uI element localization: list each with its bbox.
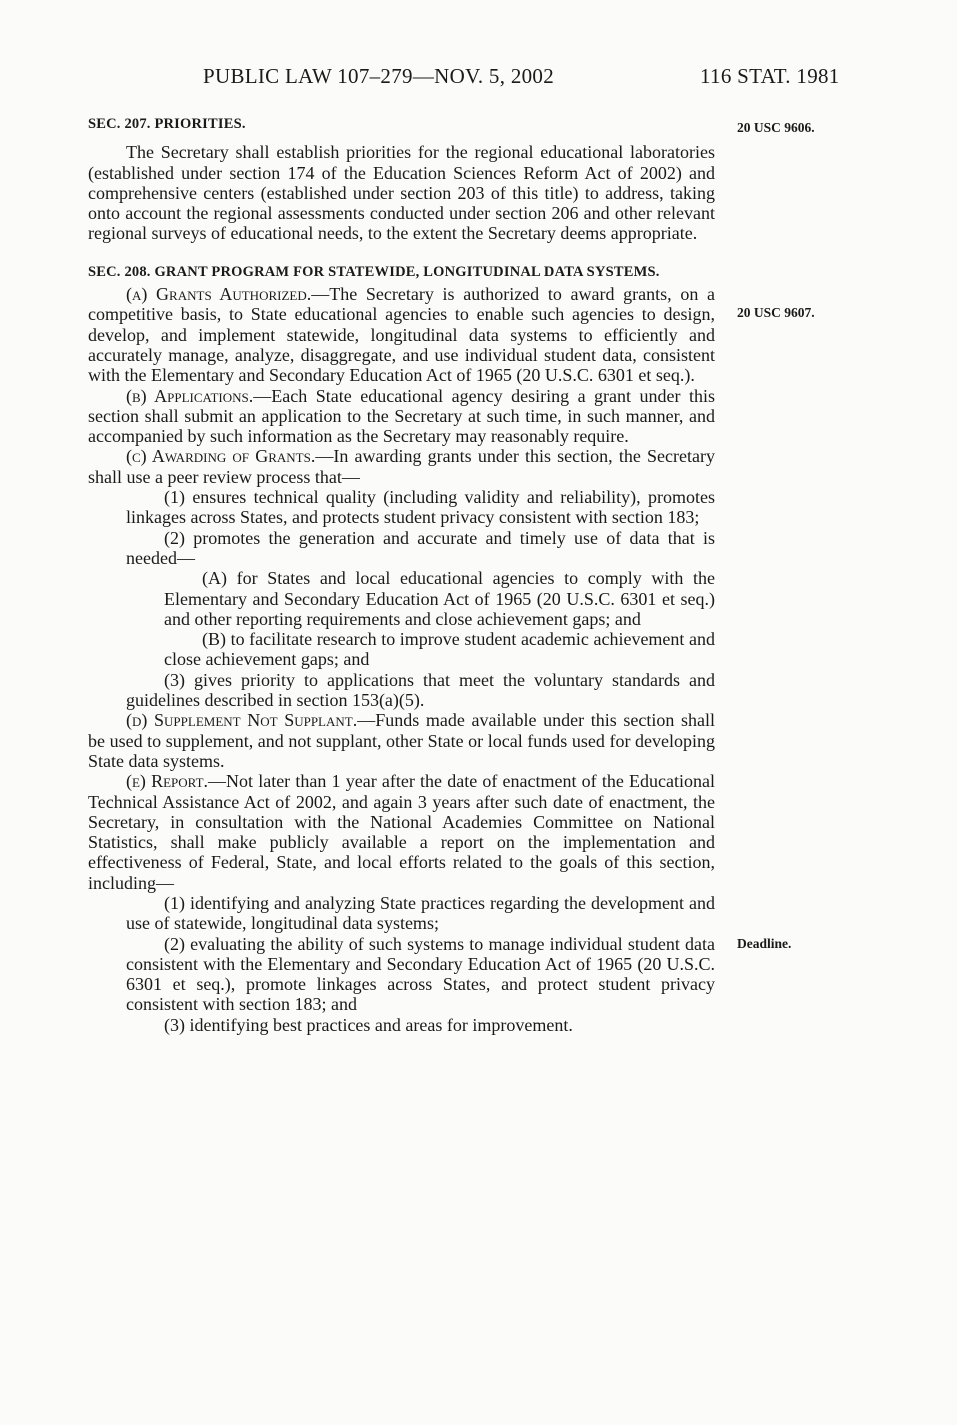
- paragraph-e3: (3) identifying best practices and areas for improvement.: [164, 1014, 573, 1035]
- paragraph-c3: (3) gives priority to applications that meet the voluntary standards and guidelines described in section 153(a)(5).: [126, 669, 715, 711]
- subsection-b-label: (b) Applications.: [126, 385, 254, 406]
- subsection-a-text: —The Secretary is authorized to award grants, on a competitive basis, to State educational agencies to enable such agencies to design, develop, and implement statewide, longitudinal data systems to efficiently and accurately manage, analyze, disaggregate, and use individual student data, consistent with the Elementary and Secondary Education Act of 1965 (20 U.S.C. 6301 et seq.).: [88, 284, 715, 386]
- document-body: [88, 114, 715, 1035]
- subsection-e-label: (e) Report.: [126, 771, 209, 792]
- subparagraph-c2b: (B) to facilitate research to improve student academic achievement and close achievement gaps; and: [164, 629, 715, 670]
- subsection-d: [88, 710, 715, 771]
- subsection-e: [88, 771, 715, 893]
- paragraph-c1: (1) ensures technical quality (including validity and reliability), promotes linkages across States, and protects student privacy consistent with section 183;: [126, 487, 715, 528]
- paragraph-e1: (1) identifying and analyzing State practices regarding the development and use of statewide, longitudinal data systems;: [126, 892, 715, 934]
- margin-note-deadline: Deadline.: [737, 936, 792, 951]
- section-208-heading: SEC. 208. GRANT PROGRAM FOR STATEWIDE, LONGITUDINAL DATA SYSTEMS.: [88, 263, 660, 280]
- margin-note-usc-9607: 20 USC 9607.: [737, 305, 815, 320]
- paragraph-c2: (2) promotes the generation and accurate and timely use of data that is needed—: [126, 527, 715, 568]
- subparagraph-c2a: (A) for States and local educational agencies to comply with the Elementary and Secondary Education Act of 1965 (20 U.S.C. 6301 et seq.) and other reporting requirements and close achievement gaps; and: [164, 568, 715, 629]
- subsection-c-label: (c) Awarding of Grants.: [126, 446, 316, 467]
- subsection-e-text: —Not later than 1 year after the date of enactment of the Educational Technical Assistance Act of 2002, and again 3 years after such date of enactment, the Secretary, in consultation with the National Academies Committee on National Statistics, shall make publicly available a report on the implementation and effectiveness of Federal, State, and local efforts related to the goals of this section, including—: [88, 771, 716, 893]
- subsection-a-label: (a) Grants Authorized.: [126, 284, 312, 305]
- subsection-d-label: (d) Supplement Not Supplant.: [126, 710, 358, 731]
- paragraph-e2: (2) evaluating the ability of such systems to manage individual student data consistent with the Elementary and Secondary Education Act of 1965 (20 U.S.C. 6301 et seq.), promote linkages across States, and protect student privacy consistent with section 183; and: [126, 933, 715, 1015]
- running-header-title: PUBLIC LAW 107–279—NOV. 5, 2002: [203, 64, 555, 88]
- section-207-heading: SEC. 207. PRIORITIES.: [88, 116, 246, 132]
- section-207-text: The Secretary shall establish priorities for the regional educational laboratories (established under section 174 of the Education Sciences Reform Act of 2002) and comprehensive centers (established under section 203 of this title) to address, taking onto account the regional assessments conducted under section 206 and other relevant regional surveys of educational needs, to the extent the Secretary deems appropriate.: [88, 142, 715, 244]
- subsection-c: [88, 446, 715, 487]
- running-header-page: 116 STAT. 1981: [700, 64, 840, 88]
- subsection-b-text: —Each State educational agency desiring a grant under this section shall submit an application to the Secretary at such time, in such manner, and accompanied by such information as the Secretary may reasonably require.: [88, 385, 715, 447]
- margin-note-usc-9606: 20 USC 9606.: [737, 120, 815, 135]
- subsection-b: [88, 386, 715, 447]
- subsection-a: [88, 284, 715, 385]
- subsection-d-text: —Funds made available under this section shall be used to supplement, and not supplant, other State or local funds used for developing State data systems.: [88, 710, 715, 771]
- subsection-c-text: —In awarding grants under this section, the Secretary shall use a peer review process that—: [88, 446, 715, 487]
